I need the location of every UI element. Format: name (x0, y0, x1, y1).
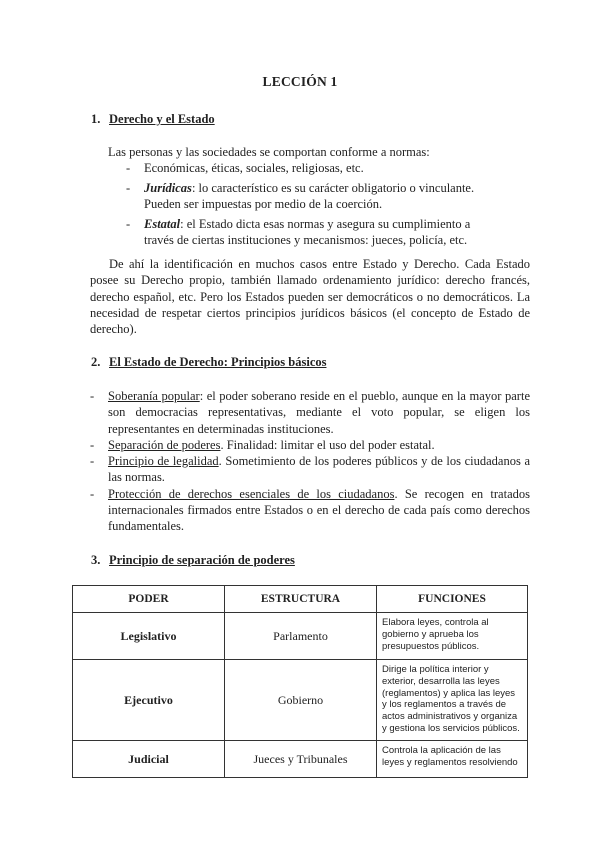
section-2-title: El Estado de Derecho: Principios básicos (109, 355, 327, 369)
section-2-heading (91, 355, 326, 370)
table-row (73, 660, 528, 741)
principle-term: Separación de poderes (108, 437, 221, 452)
list-item: - Separación de poderes. Finalidad: limitar el uso del poder estatal. (90, 437, 435, 452)
principle-text: . Sometimiento de los poderes públicos y de los ciudadanos a las normas. (108, 454, 530, 485)
section-1-paragraph: De ahí la identificación en muchos casos entre Estado y Derecho. Cada Estado posee su Derecho propio, también llamado ordenamiento jurídico: derecho francés, derecho español, etc. Pero los Estados pueden ser democráticos o no democráticos. La necesidad de respetar ciertos principios jurídicos básicos (el concepto de Estado de derecho). (90, 257, 530, 337)
section-3-number: 3. (91, 553, 101, 567)
list-item: - Protección de derechos esenciales de los ciudadanos. Se recogen en tratados internacionales firmados entre Estados o en el derecho de cada país como derechos fundamentales. (90, 486, 530, 534)
list-item-lead: Jurídicas (144, 180, 192, 195)
cell-poder: Judicial (73, 741, 225, 778)
section-2-number: 2. (91, 355, 101, 369)
section-1-heading (91, 112, 215, 127)
cell-poder: Legislativo (73, 613, 225, 660)
list-item-text: : el Estado dicta esas normas y asegura su cumplimiento a través de ciertas instituciones y mecanismos: jueces, policía, etc. (144, 216, 471, 247)
section-1-intro: Las personas y las sociedades se comportan conforme a normas: (108, 145, 430, 159)
list-item: - Jurídicas: lo característico es su carácter obligatorio o vinculante. Pueden ser impuestas por medio de la coerción. (126, 180, 475, 211)
list-item-text: : lo característico es su carácter obligatorio o vinculante. Pueden ser impuestas por medio de la coerción. (144, 180, 475, 211)
list-item: - Económicas, éticas, sociales, religiosas, etc. (126, 161, 364, 175)
norms-list (126, 160, 476, 252)
cell-funciones: Dirige la política interior y exterior, desarrolla las leyes (reglamentos) y aplica las leyes y los reglamentos a través de actos administrativos y organiza y gestiona los servicios públicos. (377, 660, 528, 741)
cell-poder: Ejecutivo (73, 660, 225, 741)
cell-estructura: Gobierno (225, 660, 377, 741)
section-3-title: Principio de separación de poderes (109, 553, 295, 567)
powers-table (72, 585, 528, 778)
principle-term: Soberanía popular (108, 389, 200, 403)
table-header-row (73, 586, 528, 613)
section-1-number: 1. (91, 112, 101, 126)
cell-estructura: Parlamento (225, 613, 377, 660)
cell-estructura: Jueces y Tribunales (225, 741, 377, 778)
cell-funciones: Controla la aplicación de las leyes y reglamentos resolviendo (377, 741, 528, 778)
principle-term: Principio de legalidad (108, 454, 219, 469)
list-item-lead: Estatal (144, 216, 181, 231)
page-title: LECCIÓN 1 (262, 74, 338, 89)
principle-term: Protección de derechos esenciales de los ciudadanos (108, 486, 395, 501)
section-3-heading (91, 553, 295, 568)
column-header-funciones: FUNCIONES (377, 586, 528, 613)
section-1-title: Derecho y el Estado (109, 112, 215, 126)
list-item-text: Económicas, éticas, sociales, religiosas, etc. (144, 161, 364, 175)
cell-funciones: Elabora leyes, controla al gobierno y aprueba los presupuestos públicos. (377, 613, 528, 660)
list-item: - Soberanía popular: el poder soberano reside en el pueblo, aunque en la mayor parte son democracias representativas, mediante el voto popular, se eligen los representantes en determinadas instituciones. (90, 389, 530, 436)
table-row (73, 741, 528, 778)
column-header-estructura: ESTRUCTURA (225, 586, 377, 613)
list-item: - Principio de legalidad. Sometimiento de los poderes públicos y de los ciudadanos a las normas. (90, 454, 530, 485)
principle-text: . Finalidad: limitar el uso del poder estatal. (220, 437, 435, 452)
column-header-poder: PODER (73, 586, 225, 613)
principle-text: : el poder soberano reside en el pueblo, aunque en la mayor parte son democracias representativas, mediante el voto popular, se eligen los representantes en determinadas instituciones. (108, 389, 530, 436)
list-item: - Estatal: el Estado dicta esas normas y asegura su cumplimiento a través de ciertas instituciones y mecanismos: jueces, policía, etc. (126, 216, 471, 247)
principles-list (90, 388, 530, 535)
table-row (73, 613, 528, 660)
principle-text: . Se recogen en tratados internacionales firmados entre Estados o en el derecho de cada país como derechos fundamentales. (108, 486, 530, 534)
